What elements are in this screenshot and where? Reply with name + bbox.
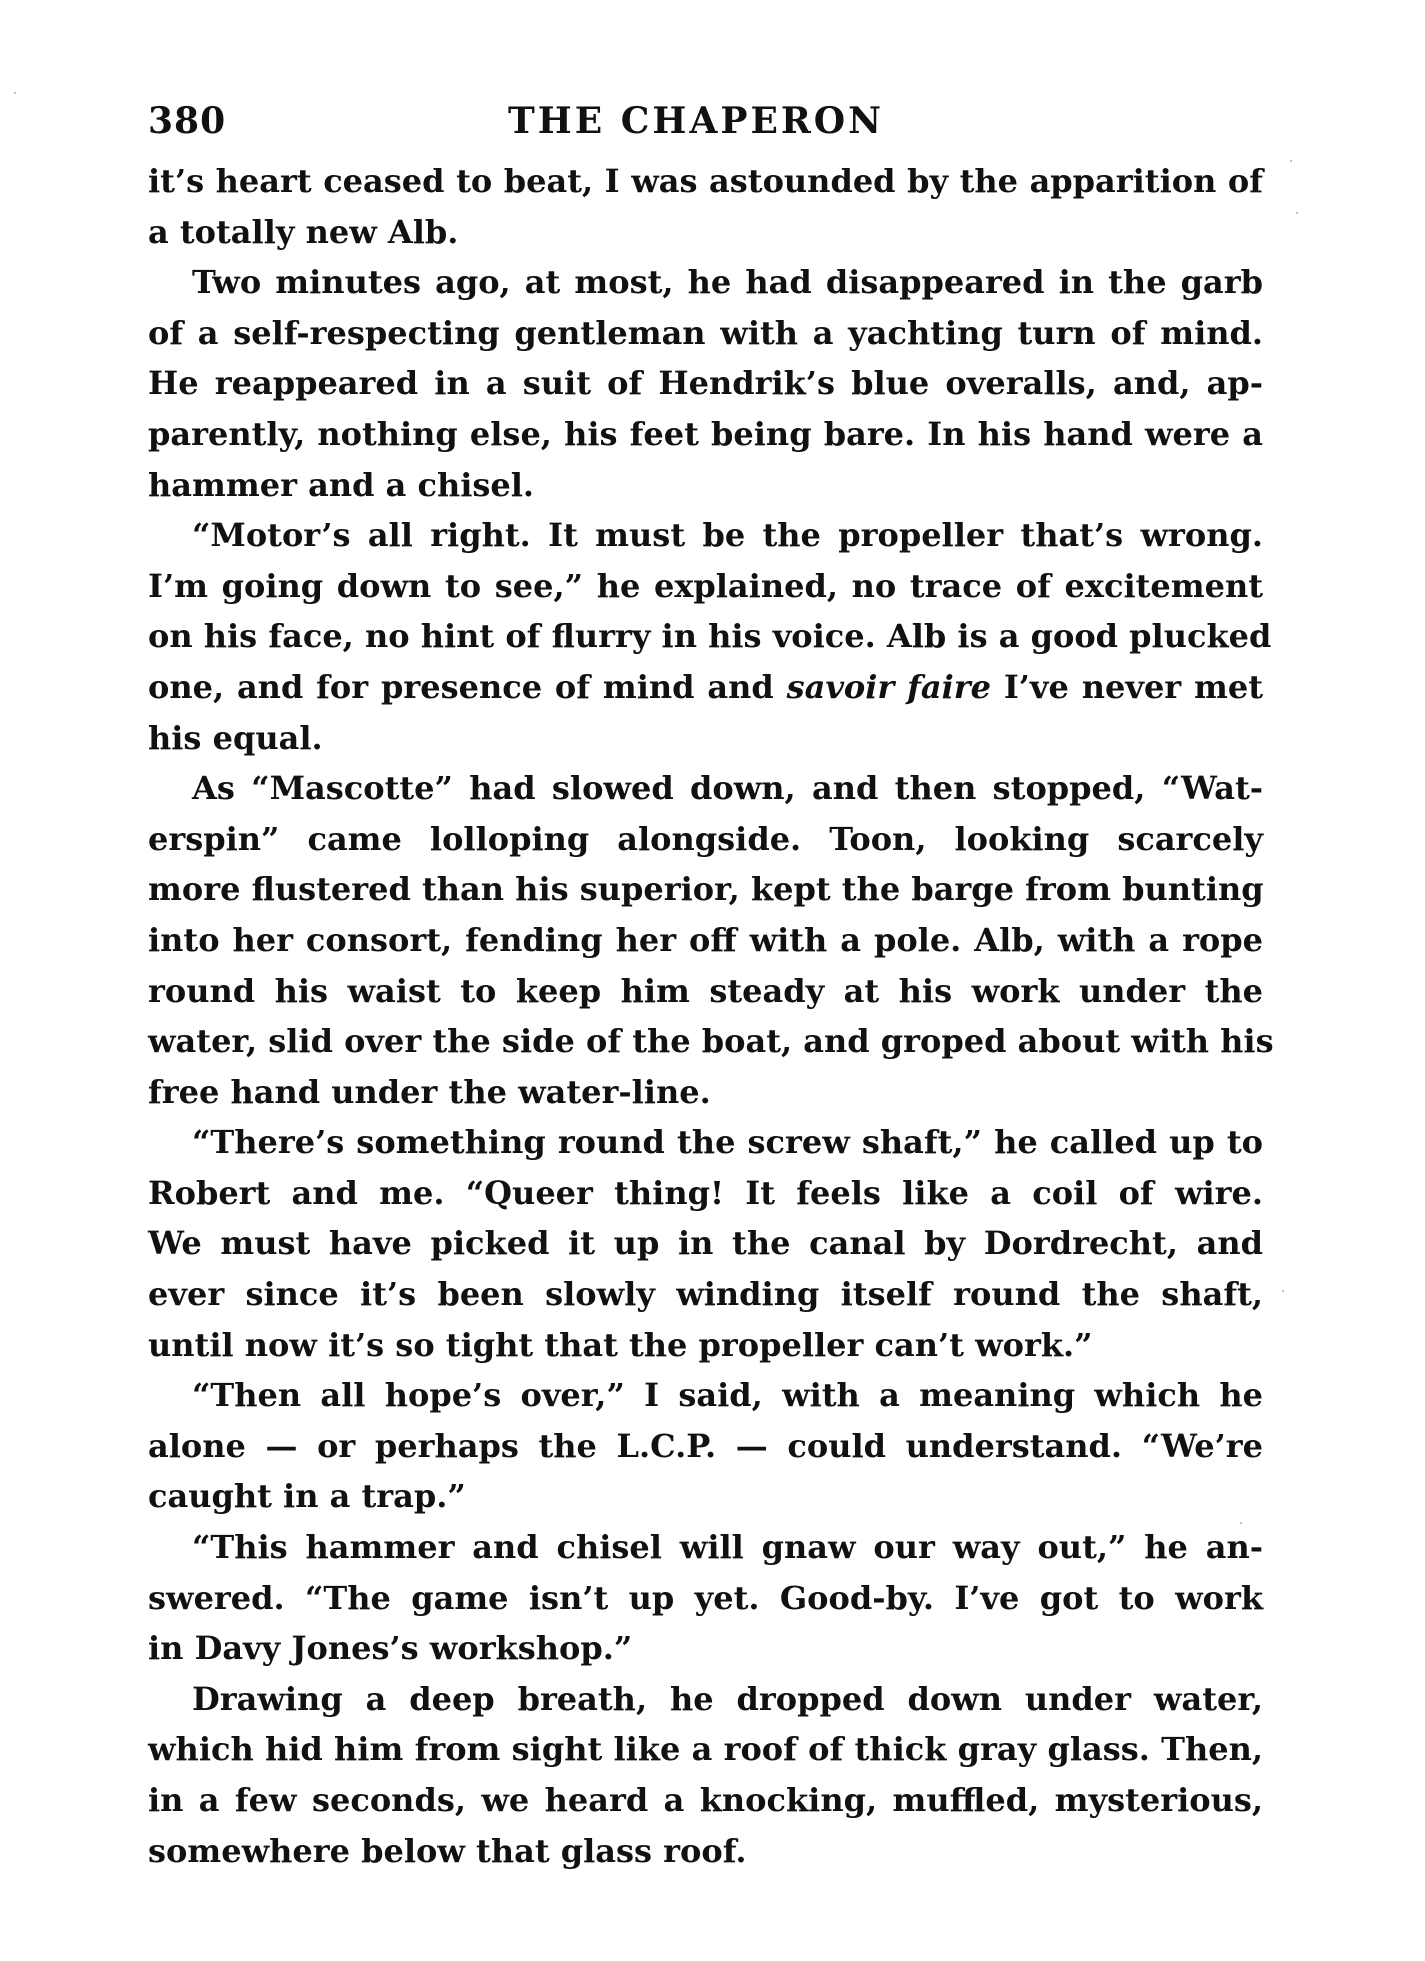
page-number: 380 [148,100,227,142]
text-line: of a self-respecting gentleman with a yachting turn of mind. [148,313,1263,352]
text-line: As “Mascotte” had slowed down, and then stopped, “Wat- [192,769,1263,808]
text-segment: I’ve never met [990,667,1264,706]
text-line: until now it’s so tight that the propeller can’t work.” [148,1325,1093,1364]
text-line: into her consort, fending her off with a pole. Alb, with a rope [148,920,1263,959]
text-line: hammer and a chisel. [148,465,535,504]
text-line: parently, nothing else, his feet being bare. In his hand were a [148,414,1263,453]
text-line: “Then all hope’s over,” I said, with a meaning which he [192,1376,1263,1415]
text-line: “There’s something round the screw shaft,” he called up to [192,1123,1263,1162]
text-line: “Motor’s all right. It must be the propeller that’s wrong. [192,516,1263,555]
scan-speck [1240,1522,1242,1524]
scan-speck [1290,160,1292,162]
text-line: which hid him from sight like a roof of thick gray glass. Then, [148,1730,1263,1769]
text-line: a totally new Alb. [148,212,459,251]
text-line: swered. “The game isn’t up yet. Good-by. I’ve got to work [148,1578,1263,1617]
text-line: somewhere below that glass roof. [148,1831,747,1870]
text-line: in a few seconds, we heard a knocking, muffled, mysterious, [148,1781,1263,1819]
text-line: Drawing a deep breath, he dropped down under water, [192,1679,1263,1718]
text-line: I’m going down to see,” he explained, no trace of excitement [148,566,1263,605]
scan-speck [1296,212,1298,214]
text-line: in Davy Jones’s workshop.” [148,1629,633,1668]
text-line: his equal. [148,718,323,757]
text-line: free hand under the water-line. [148,1072,711,1111]
text-line: it’s heart ceased to beat, I was astounded by the apparition of [148,162,1263,200]
text-line: He reappeared in a suit of Hendrik’s blue overalls, and, ap- [148,364,1263,403]
scan-speck [1282,1290,1284,1292]
body-text [148,156,1274,1876]
text-line: on his face, no hint of flurry in his voice. Alb is a good plucked [148,617,1272,656]
text-line: We must have picked it up in the canal by Dordrecht, and [148,1224,1263,1263]
scan-speck [14,92,16,94]
text-line: caught in a trap.” [148,1477,466,1516]
text-line: alone — or perhaps the L.C.P. — could understand. “We’re [148,1426,1263,1465]
text-line: “This hammer and chisel will gnaw our way out,” he an- [192,1528,1263,1567]
text-line: Robert and me. “Queer thing! It feels like a coil of wire. [148,1173,1263,1212]
text-line: more flustered than his superior, kept the barge from bunting [148,870,1264,909]
running-head: THE CHAPERON [508,100,885,142]
text-line: water, slid over the side of the boat, and groped about with his [148,1022,1274,1061]
text-line: erspin” came lolloping alongside. Toon, looking scarcely [148,819,1263,858]
text-line [148,662,1263,713]
text-line: Two minutes ago, at most, he had disappeared in the garb [192,263,1263,302]
text-line: ever since it’s been slowly winding itself round the shaft, [148,1275,1263,1314]
page-header [148,100,1263,160]
text-segment: one, and for presence of mind and [148,667,787,706]
italic-phrase: savoir faire [786,667,991,706]
text-line: round his waist to keep him steady at his work under the [148,971,1263,1010]
